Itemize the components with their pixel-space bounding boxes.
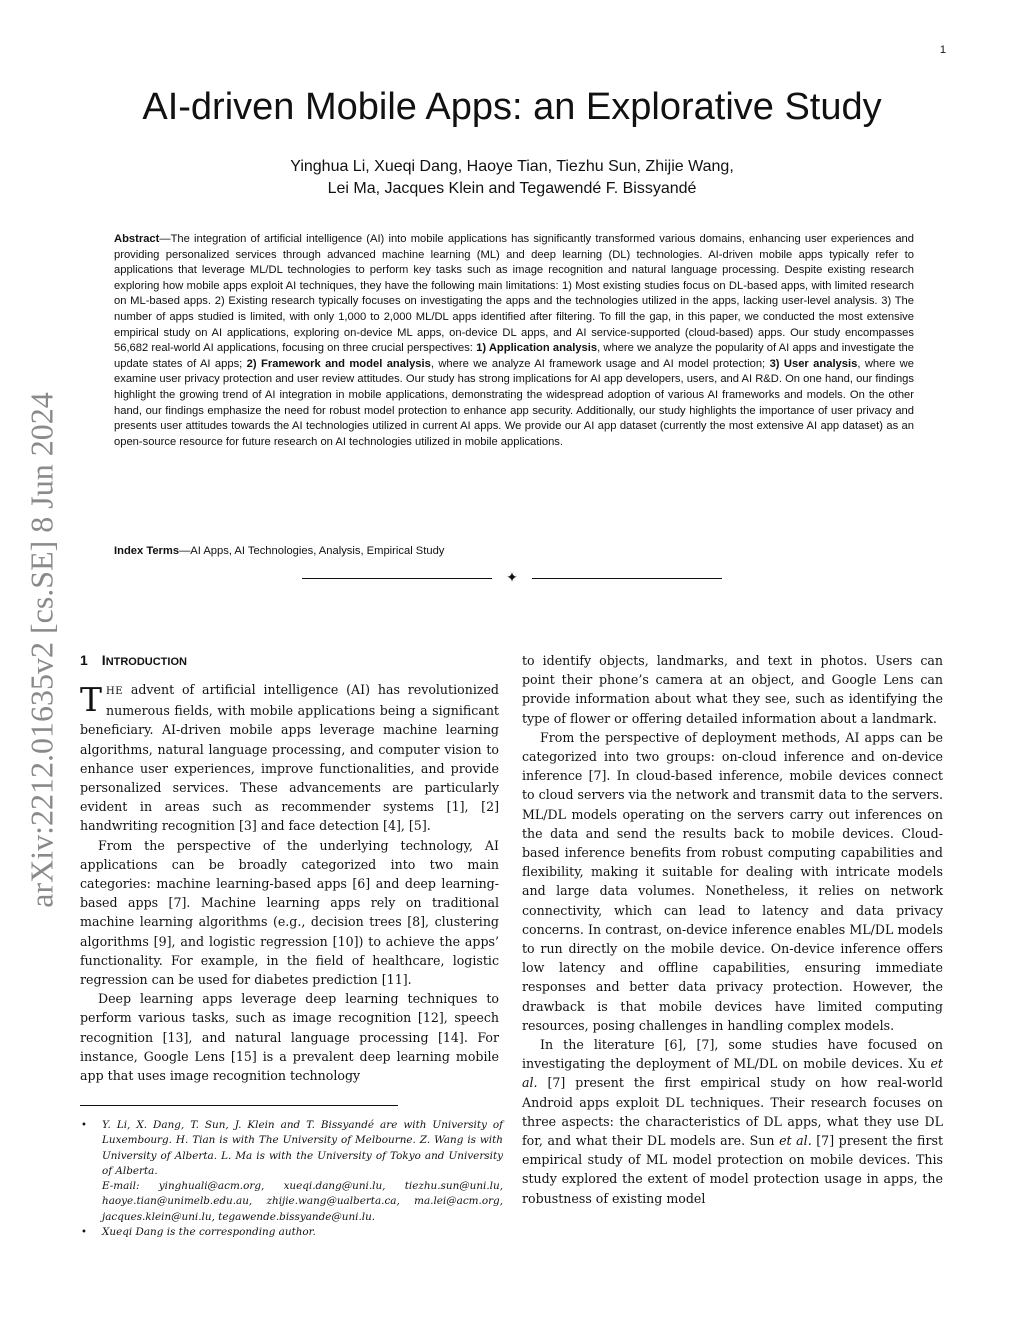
author-line-2: Lei Ma, Jacques Klein and Tegawendé F. Bissyandé [327,180,697,197]
section-heading-introduction [80,651,499,672]
left-column [80,651,499,1085]
diamond-ornament-icon: ✦ [506,570,518,586]
author-list [0,156,1024,200]
footnote-affiliations-text: Y. Li, X. Dang, T. Sun, J. Klein and T. Bissyandé are with University of Luxembourg. H. Tian is with The University of Melbourne. Z. Wang is with University of Alberta. L. Ma is with the University of Tokyo and University of Alberta. [102,1119,503,1177]
abstract-text-1: —The integration of artificial intelligence (AI) into mobile applications has significantly transformed various domains, enhancing user experiences and providing personalized services through advanced machine learning (ML) and deep learning (DL) technologies. AI-driven mobile apps typically refer to applications that leverage ML/DL technologies to perform key tasks such as image recognition and natural language processing. Despite existing research exploring how mobile apps exploit AI techniques, they have the following main limitations: 1) Most existing studies focus on DL-based apps, with limited research on ML-based apps. 2) Existing research typically focuses on investigating the apps and the technologies utilized in the apps, lacking user-level analysis. 3) The number of apps studied is limited, with only 1,000 to 2,000 ML/DL apps identified after filtering. To fill the gap, in this paper, we conducted the most extensive empirical study on AI applications, exploring on-device ML apps, on-device DL apps, and AI service-supported (cloud-based) apps. Our study encompasses 56,682 real-world AI applications, focusing on three crucial perspectives: [114,233,914,355]
et-al-1: et al. [522,1056,943,1091]
footnote-rule [80,1105,398,1106]
footnote-corresponding-author [80,1225,503,1240]
intro-paragraph-1-text: advent of artificial intelligence (AI) has revolutionized numerous fields, with mobile applications being a significant beneficiary. AI-driven mobile apps leverage machine learning algorithms, natural language processing, and computer vision to enhance user experiences, improve functionalities, and provide personalized services. These advancements are particularly evident in areas such as recommender systems [1], [2] handwriting recognition [3] and face detection [4], [5]. [80,682,499,834]
divider-line-right [532,578,722,579]
intro-smallcaps: HE [106,686,124,697]
footnote-corresponding-author-text: Xueqi Dang is the corresponding author. [102,1226,316,1239]
abstract-bold-user-analysis: 3) User analysis [769,357,858,370]
footnote-affiliations [80,1118,503,1225]
intro-paragraph-3: Deep learning apps leverage deep learning techniques to perform various tasks, such as image recognition [12], speech recognition [13], and natural language processing [14]. For instance, Google Lens [15] is a prevalent deep learning mobile app that uses image recognition technology [80,991,499,1084]
footnotes [80,1118,503,1240]
index-terms [114,544,914,559]
drop-cap: T [80,680,103,719]
intro-paragraph-5-text-a: In the literature [6], [7], some studies have focused on investigating the deployment of ML/DL on mobile devices. Xu [522,1037,943,1072]
arxiv-identifier-stamp: arXiv:2212.01635v2 [cs.SE] 8 Jun 2024 [23,392,60,908]
bullet-icon: • [81,1120,87,1131]
intro-paragraph-1 [80,680,499,836]
divider-line-left [302,578,492,579]
page-number: 1 [939,44,946,56]
section-divider [302,571,722,585]
et-al-2: et al. [779,1133,812,1149]
author-line-1: Yinghua Li, Xueqi Dang, Haoye Tian, Tiezhu Sun, Zhijie Wang, [290,158,734,175]
intro-paragraph-5-text-c: [7] present the first empirical study of ML model protection on mobile devices. This study explored the extent of model protection usage in apps, the robustness of existing model [522,1133,944,1206]
abstract-text-4: , where we examine user privacy protection and user review attitudes. Our study has strong implications for AI app developers, users, and AI R&D. On one hand, our findings highlight the growing trend of AI integration in mobile applications, demonstrating the widespread adoption of various AI frameworks and models. On the other hand, our findings emphasize the need for robust model protection to enhance app security. Additionally, our study highlights the importance of user privacy and presents user attitudes towards the AI technologies utilized in current AI apps. We provide our AI app dataset (currently the most extensive AI app dataset) as an open-source resource for future research on AI technologies utilized in mobile applications. [114,357,914,448]
index-terms-label: Index Terms [114,545,180,557]
abstract [114,232,914,450]
index-terms-text: —AI Apps, AI Technologies, Analysis, Empirical Study [179,545,445,557]
footnote-emails: E-mail: yinghuali@acm.org, xueqi.dang@uni.lu, tiezhu.sun@uni.lu, haoye.tian@unimelb.edu.au, zhijie.wang@ualberta.ca, ma.lei@acm.org, jacques.klein@uni.lu, tegawende.bissyande@uni.lu. [102,1180,503,1223]
abstract-label: Abstract [114,233,160,245]
right-column [522,651,943,1208]
intro-paragraph-5 [522,1035,943,1208]
intro-paragraph-3-continued: to identify objects, landmarks, and text in photos. Users can point their phone’s camera at an object, and Google Lens can provide information about what they see, such as identifying the type of flower or offering detailed information about a landmark. [522,653,943,726]
abstract-text-2: , where we analyze the popularity of AI apps and investigate the update states of AI apps; [114,342,914,370]
abstract-bold-framework-analysis: 2) Framework and model analysis [246,357,431,370]
intro-paragraph-5-text-b: [7] present the first empirical study on how real-world Android apps exploit DL techniques. Their research focuses on three aspects: the characteristics of DL apps, what they use DL for, and what their DL models are. Sun [522,1075,943,1149]
bullet-icon: • [81,1227,87,1239]
section-heading-initial: I [101,652,106,668]
abstract-bold-application-analysis: 1) Application analysis [476,342,598,355]
abstract-text-3: , where we analyze AI framework usage and AI model protection; [430,357,770,370]
intro-paragraph-4: From the perspective of deployment methods, AI apps can be categorized into two groups: on-cloud inference and on-device inference [7]. In cloud-based inference, mobile devices connect to cloud servers via the network and transmit data to the servers. ML/DL models operating on the servers carry out inferences on the data and send the results back to mobile devices. Cloud-based inference benefits from robust computing capabilities and flexibility, making it suitable for dealing with intricate models and large data volumes. Nonetheless, it relies on network connectivity, which can lead to latency and data privacy concerns. In contrast, on-device inference enables ML/DL models to run directly on the mobile device. On-device inference offers low latency and offline capabilities, ensuring immediate responses and better data privacy protection. However, the drawback is that mobile devices have limited computing resources, posing challenges in handling complex models. [522,729,943,1033]
intro-paragraph-2: From the perspective of the underlying technology, AI applications can be broadly categorized into two main categories: machine learning-based apps [6] and deep learning-based apps [7]. Machine learning apps rely on traditional machine learning algorithms (e.g., decision trees [8], clustering algorithms [9], and logistic regression [10]) to achieve the apps’ functionality. For example, in the field of healthcare, logistic regression can be used for diabetes prediction [11]. [80,837,499,988]
section-heading-rest: NTRODUCTION [105,656,187,668]
section-number: 1 [80,652,88,668]
paper-title: AI-driven Mobile Apps: an Explorative Study [142,86,882,128]
